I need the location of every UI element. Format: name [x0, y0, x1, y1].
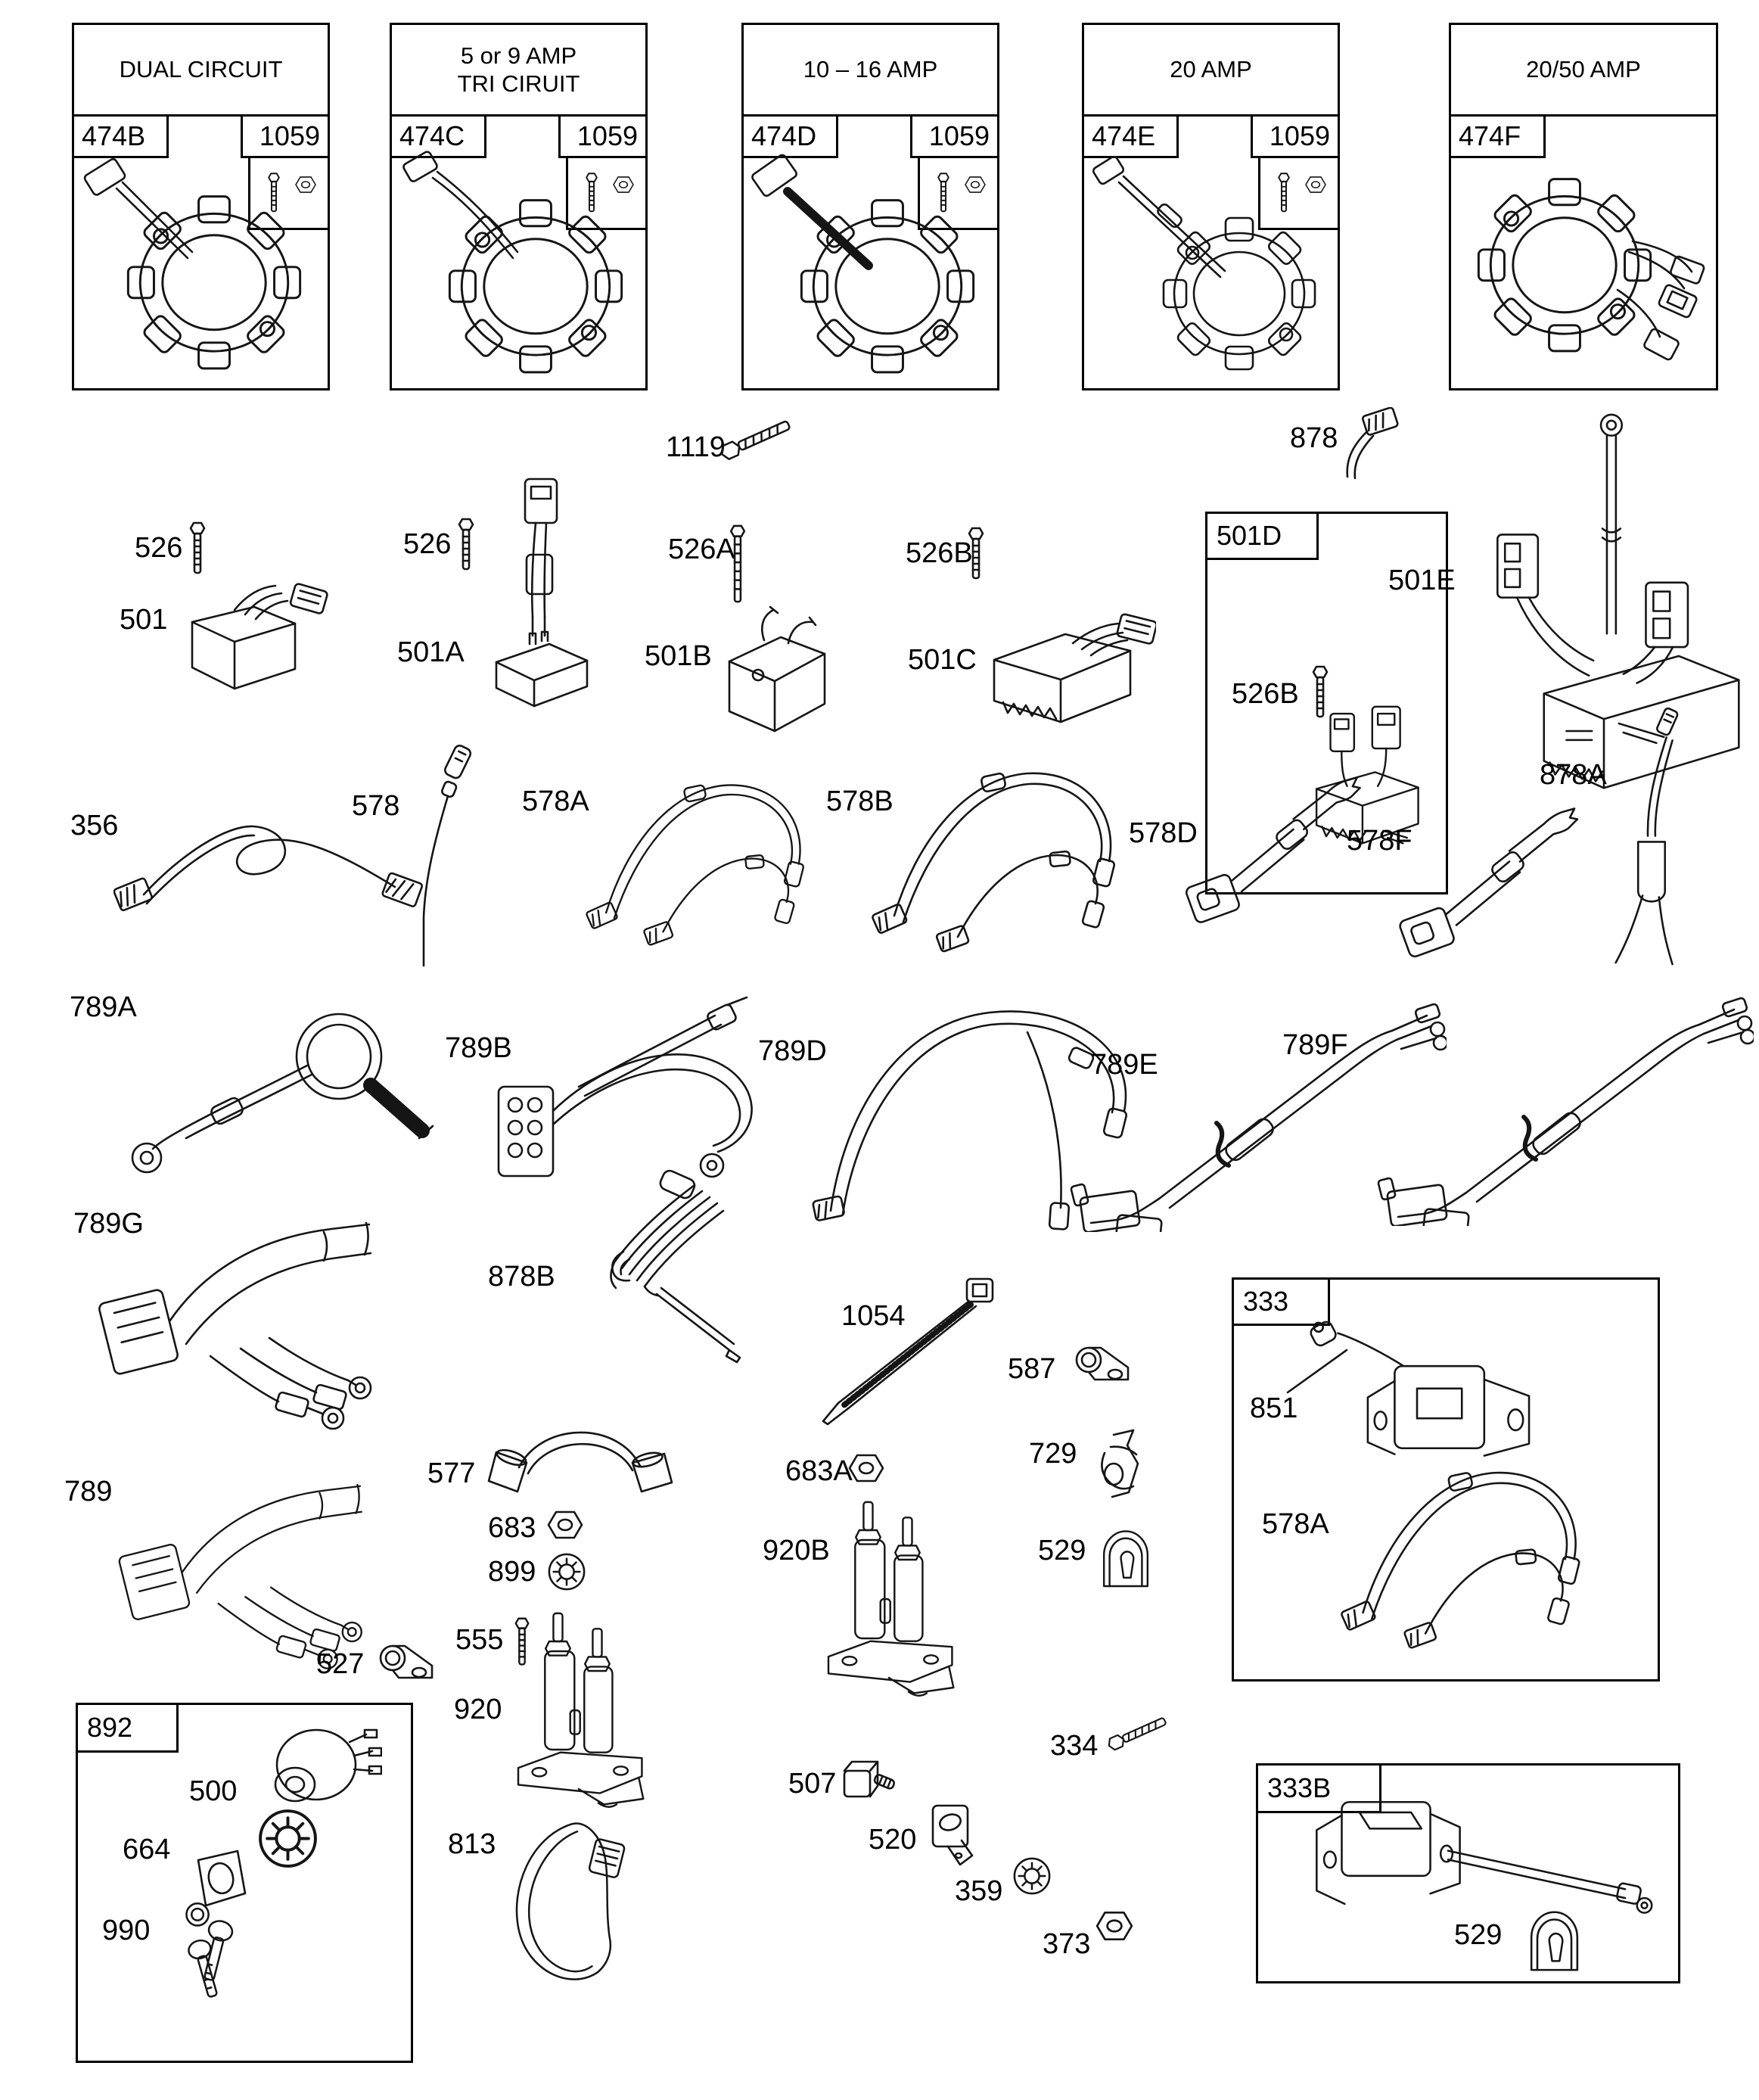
part-label-334: 334 [1050, 1730, 1099, 1762]
part-label-526B-2: 526B [1232, 678, 1299, 710]
part-label-878: 878 [1290, 422, 1338, 454]
stator-sketch-474F [1459, 146, 1708, 381]
box-title-line2: TRI CIRUIT [457, 70, 580, 97]
screw-sketch-526A [728, 524, 747, 607]
part-label-529-1: 529 [1038, 1535, 1086, 1566]
part-label-1054: 1054 [841, 1300, 906, 1332]
part-label-899: 899 [488, 1556, 536, 1588]
nut-sketch-373 [1095, 1909, 1134, 1943]
part-label-578A: 578A [522, 786, 589, 817]
box-title-line1: 20 AMP [1170, 56, 1252, 83]
box-title-line1: 10 – 16 AMP [803, 56, 938, 83]
regulator-sketch-501 [182, 569, 340, 698]
stator-sketch-474D [751, 145, 987, 381]
part-label-789B: 789B [445, 1032, 512, 1064]
part-label-789D: 789D [758, 1035, 827, 1067]
part-label-878A: 878A [1540, 759, 1607, 791]
part-label-501E: 501E [1388, 565, 1456, 596]
regulator-sketch-501A [477, 473, 605, 719]
part-label-683: 683 [488, 1512, 536, 1544]
stator-sketch-474C [399, 145, 636, 381]
harness-sketch-789G [97, 1174, 445, 1454]
harness-sketch-578A [569, 757, 841, 954]
amp-option-box-474B [72, 23, 330, 390]
harness-sketch-789A [113, 990, 439, 1183]
part-label-587: 587 [1008, 1353, 1056, 1385]
part-label-578B: 578B [826, 786, 893, 817]
part-label-729: 729 [1029, 1438, 1077, 1470]
group-tab-892: 892 [78, 1705, 179, 1753]
terminal-sketch-520 [927, 1801, 977, 1872]
part-label-520: 520 [869, 1824, 917, 1856]
part-label-789G: 789G [73, 1208, 144, 1240]
part-label-789: 789 [64, 1476, 113, 1507]
box-title-10-16-amp [744, 25, 997, 117]
part-label-526A: 526A [668, 534, 735, 565]
stator-sketch-474E [1092, 145, 1328, 381]
part-label-527: 527 [316, 1648, 365, 1680]
wire-bundle-sketch-878B [551, 1171, 763, 1372]
part-number-tab-474B: 474B [74, 117, 169, 158]
cable-sketch-578 [395, 743, 486, 970]
grommet-sketch-529 [1095, 1521, 1156, 1591]
solenoid-sketch-920B [819, 1482, 966, 1716]
amp-option-box-474D [741, 23, 999, 390]
part-label-683A: 683A [785, 1455, 853, 1487]
group-tab-333B: 333B [1258, 1766, 1381, 1813]
stator-sketch-474B [82, 145, 318, 381]
solenoid-sketch-920 [508, 1604, 656, 1816]
box-title-20-amp [1084, 25, 1338, 117]
part-label-526-2: 526 [403, 528, 452, 560]
jumper-wire-sketch-878 [1329, 407, 1405, 480]
part-label-789E: 789E [1091, 1049, 1158, 1081]
switch-sketch-507 [840, 1754, 900, 1807]
part-label-813: 813 [448, 1828, 496, 1860]
hardware-number-tab-1059: 1059 [1251, 117, 1338, 158]
part-label-578F: 578F [1347, 825, 1412, 857]
part-label-501A: 501A [397, 636, 465, 668]
group-tab-501D: 501D [1207, 514, 1319, 560]
part-label-920B: 920B [763, 1535, 830, 1566]
cable-sketch-577 [484, 1404, 673, 1498]
part-number-tab-474D: 474D [744, 117, 838, 158]
box-title-dual-circuit [74, 25, 328, 117]
part-label-664: 664 [123, 1834, 171, 1865]
part-label-529-2: 529 [1454, 1919, 1503, 1951]
part-label-526B-1: 526B [906, 537, 973, 569]
hardware-number-tab-1059: 1059 [558, 117, 645, 158]
washer-sketch-899 [546, 1551, 587, 1592]
part-label-990: 990 [102, 1915, 151, 1946]
harness-sketch-789F [1375, 961, 1754, 1226]
part-number-tab-474E: 474E [1084, 117, 1179, 158]
part-label-878B: 878B [488, 1261, 555, 1293]
part-label-578D: 578D [1129, 817, 1198, 849]
box-title-line1: 20/50 AMP [1526, 56, 1641, 83]
lock-washer-sketch-500 [256, 1803, 320, 1874]
part-label-356: 356 [70, 810, 119, 842]
regulator-sketch-501C [982, 604, 1156, 736]
part-label-851: 851 [1250, 1392, 1298, 1424]
amp-option-box-474C [390, 23, 648, 390]
cable-sketch-578F [1396, 786, 1593, 967]
nut-sketch-683A [847, 1451, 885, 1485]
harness-sketch-578B [869, 738, 1141, 965]
wire-sketch-878A [1593, 708, 1706, 972]
part-label-578: 578 [352, 790, 400, 822]
part-label-373: 373 [1043, 1928, 1091, 1960]
screw-sketch-526 [188, 521, 207, 577]
part-label-501C: 501C [908, 644, 977, 676]
clamp-sketch-527 [372, 1639, 448, 1691]
grommet-sketch-529-2 [1522, 1903, 1587, 1973]
bolt-sketch-334 [1103, 1712, 1183, 1760]
hardware-number-tab-1059: 1059 [241, 117, 328, 158]
part-label-501B: 501B [645, 640, 712, 672]
keys-sketch-990 [172, 1892, 252, 2009]
cable-tie-sketch-1054 [816, 1273, 1005, 1428]
bolt-sketch-1119 [715, 415, 810, 471]
washer-sketch-359 [1012, 1856, 1052, 1896]
box-title-line1: 5 or 9 AMP [460, 42, 577, 69]
part-label-920: 920 [454, 1694, 502, 1725]
part-label-526-1: 526 [135, 532, 183, 564]
part-label-1119: 1119 [666, 431, 726, 463]
part-label-555: 555 [455, 1624, 504, 1656]
part-label-578A-2: 578A [1262, 1508, 1329, 1540]
part-label-789A: 789A [70, 991, 137, 1023]
part-number-tab-474C: 474C [392, 117, 486, 158]
amp-option-box-474E [1082, 23, 1340, 390]
screw-sketch-526B [966, 526, 986, 582]
clamp-sketch-587 [1068, 1341, 1144, 1392]
part-label-500: 500 [189, 1775, 238, 1807]
hose-clamp-sketch-813 [498, 1812, 638, 1996]
part-label-359: 359 [955, 1875, 1003, 1907]
ignition-coil-sketch-333B [1300, 1780, 1655, 1931]
hardware-number-tab-1059: 1059 [910, 117, 997, 158]
screw-sketch-526b [456, 517, 476, 573]
part-label-501: 501 [120, 604, 168, 636]
regulator-sketch-501B [711, 605, 840, 742]
clip-sketch-729 [1091, 1427, 1151, 1500]
box-title-line1: DUAL CIRCUIT [119, 56, 283, 83]
part-label-507: 507 [788, 1768, 837, 1800]
amp-option-box-474F [1449, 23, 1718, 390]
box-title-20-50-amp [1451, 25, 1716, 117]
harness-sketch-578A-2 [1320, 1442, 1623, 1657]
box-title-tri-circuit [392, 25, 645, 117]
part-label-577: 577 [427, 1458, 476, 1489]
part-number-tab-474F: 474F [1451, 117, 1546, 158]
group-tab-333: 333 [1234, 1280, 1330, 1326]
part-label-789F: 789F [1282, 1029, 1348, 1061]
nut-sketch-683 [546, 1508, 584, 1542]
